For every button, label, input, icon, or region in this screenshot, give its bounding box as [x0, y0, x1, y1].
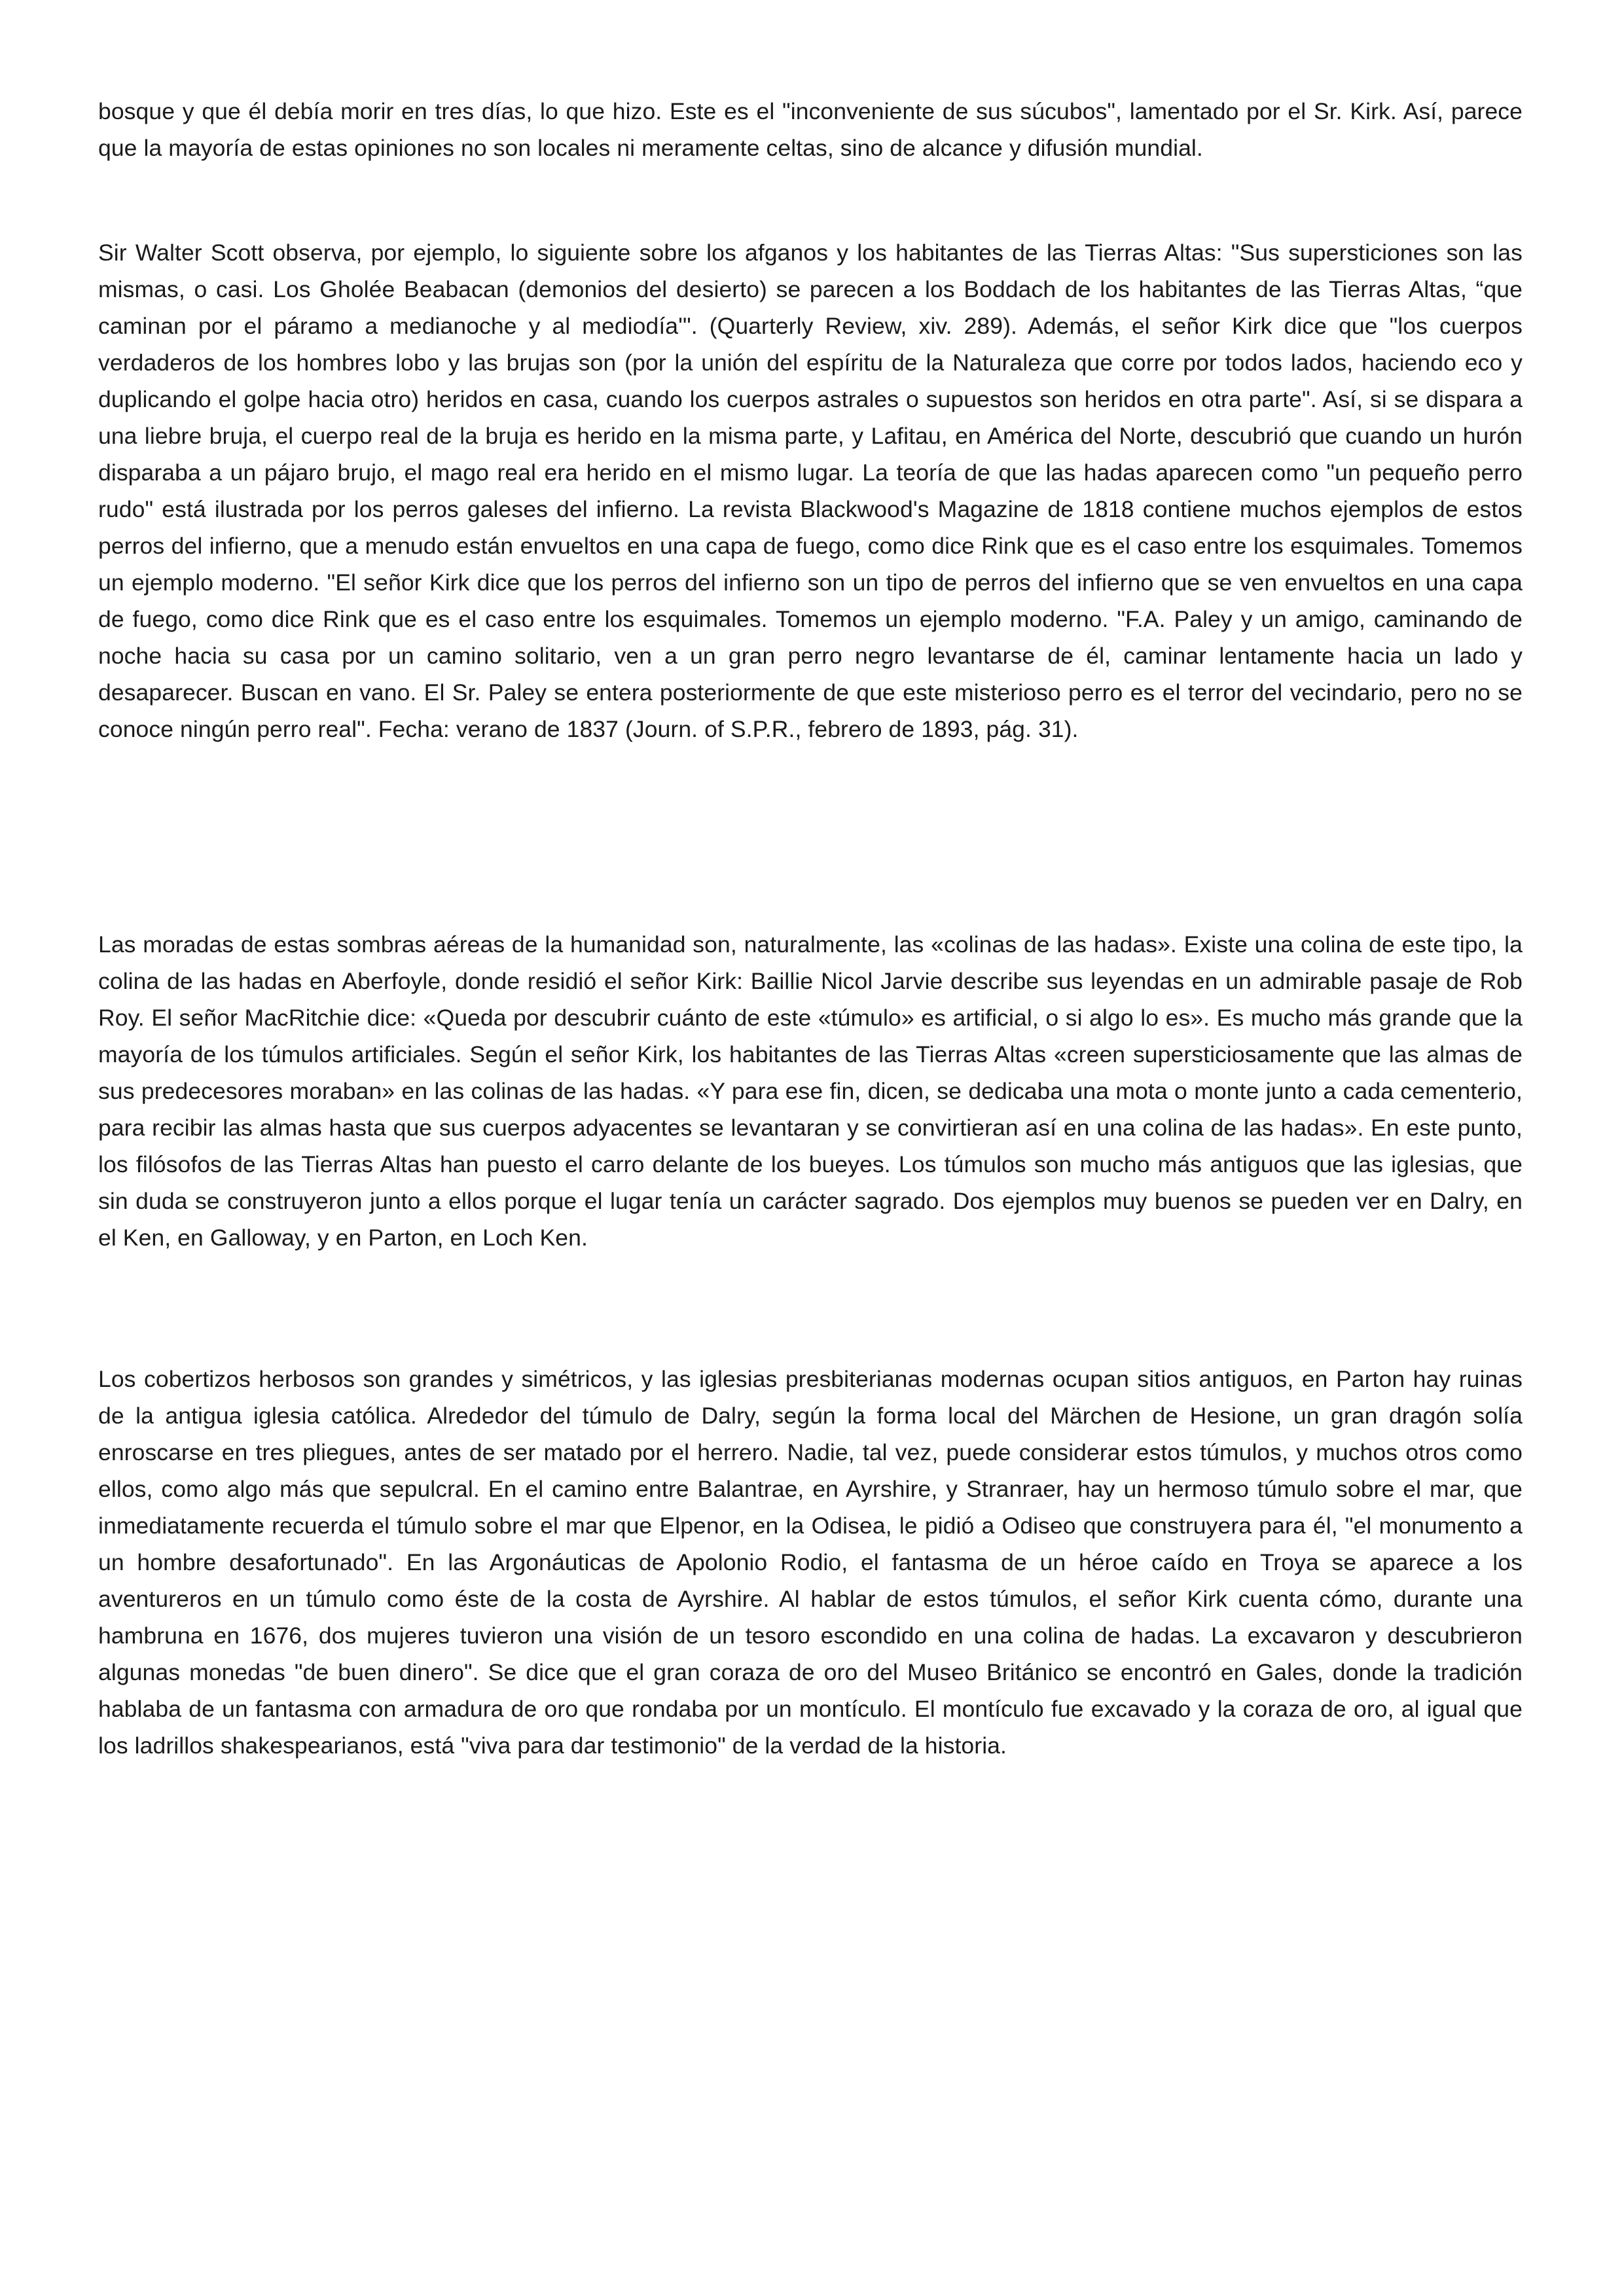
paragraph: Los cobertizos herbosos son grandes y simétricos, y las iglesias presbiterianas modernas ocupan sitios antiguos, en Parton hay ruinas de la antigua iglesia católica. Alrededor del túmulo de Dalry, según la forma local del Märchen de Hesione, un gran dragón solía enroscarse en tres pliegues, antes de ser matado por el herrero. Nadie, tal vez, puede considerar estos túmulos, y muchos otros como ellos, como algo más que sepulcral. En el camino entre Balantrae, en Ayrshire, y Stranraer, hay un hermoso túmulo sobre el mar, que inmediatamente recuerda el túmulo sobre el mar que Elpenor, en la Odisea, le pidió a Odiseo que construyera para él, "el monumento a un hombre desafortunado". En las Argonáuticas de Apolonio Rodio, el fantasma de un héroe caído en Troya se aparece a los aventureros en un túmulo como éste de la costa de Ayrshire. Al hablar de estos túmulos, el señor Kirk cuenta cómo, durante una hambruna en 1676, dos mujeres tuvieron una visión de un tesoro escondido en una colina de hadas. La excavaron y descubrieron algunas monedas "de buen dinero". Se dice que el gran coraza de oro del Museo Británico se encontró en Gales, donde la tradición hablaba de un fantasma con armadura de oro que rondaba por un montículo. El montículo fue excavado y la coraza de oro, al igual que los ladrillos shakespearianos, está "viva para dar testimonio" de la verdad de la historia. [98, 1366, 1523, 1759]
paragraph: Sir Walter Scott observa, por ejemplo, lo siguiente sobre los afganos y los habitantes de las Tierras Altas: "Sus supersticiones son las mismas, o casi. Los Gholée Beabacan (demonios del desierto) se parecen a los Boddach de los habitantes de las Tierras Altas, “que caminan por el páramo a medianoche y al mediodía'". (Quarterly Review, xiv. 289). Además, el señor Kirk dice que "los cuerpos verdaderos de los hombres lobo y las brujas son (por la unión del espíritu de la Naturaleza que corre por todos lados, haciendo eco y duplicando el golpe hacia otro) heridos en casa, cuando los cuerpos astrales o supuestos son heridos en otra parte". Así, si se dispara a una liebre bruja, el cuerpo real de la bruja es herido en la misma parte, y Lafitau, en América del Norte, descubrió que cuando un hurón disparaba a un pájaro brujo, el mago real era herido en el mismo lugar. La teoría de que las hadas aparecen como "un pequeño perro rudo" está ilustrada por los perros galeses del infierno. La revista Blackwood's Magazine de 1818 contiene muchos ejemplos de estos perros del infierno, que a menudo están envueltos en una capa de fuego, como dice Rink que es el caso entre los esquimales. Tomemos un ejemplo moderno. "El señor Kirk dice que los perros del infierno son un tipo de perros del infierno que se ven envueltos en una capa de fuego, como dice Rink que es el caso entre los esquimales. Tomemos un ejemplo moderno. "F.A. Paley y un amigo, caminando de noche hacia su casa por un camino solitario, ven a un gran perro negro levantarse de él, caminar lentamente hacia un lado y desaparecer. Buscan en vano. El Sr. Paley se entera posteriormente de que este misterioso perro es el terror del vecindario, pero no se conoce ningún perro real". Fecha: verano de 1837 (Journ. of S.P.R., febrero de 1893, pág. 31). [98, 240, 1523, 742]
paragraph: bosque y que él debía morir en tres días, lo que hizo. Este es el "inconveniente de sus súcubos", lamentado por el Sr. Kirk. Así, parece que la mayoría de estas opiniones no son locales ni meramente celtas, sino de alcance y difusión mundial. [98, 98, 1523, 161]
paragraph: Las moradas de estas sombras aéreas de la humanidad son, naturalmente, las «colinas de las hadas». Existe una colina de este tipo, la colina de las hadas en Aberfoyle, donde residió el señor Kirk: Baillie Nicol Jarvie describe sus leyendas en un admirable pasaje de Rob Roy. El señor MacRitchie dice: «Queda por descubrir cuánto de este «túmulo» es artificial, o si algo lo es». Es mucho más grande que la mayoría de los túmulos artificiales. Según el señor Kirk, los habitantes de las Tierras Altas «creen supersticiosamente que las almas de sus predecesores moraban» en las colinas de las hadas. «Y para ese fin, dicen, se dedicaba una mota o monte junto a cada cementerio, para recibir las almas hasta que sus cuerpos adyacentes se levantaran y se convirtieran así en una colina de las hadas». En este punto, los filósofos de las Tierras Altas han puesto el carro delante de los bueyes. Los túmulos son mucho más antiguos que las iglesias, que sin duda se construyeron junto a ellos porque el lugar tenía un carácter sagrado. Dos ejemplos muy buenos se pueden ver en Dalry, en el Ken, en Galloway, y en Parton, en Loch Ken. [98, 931, 1523, 1251]
